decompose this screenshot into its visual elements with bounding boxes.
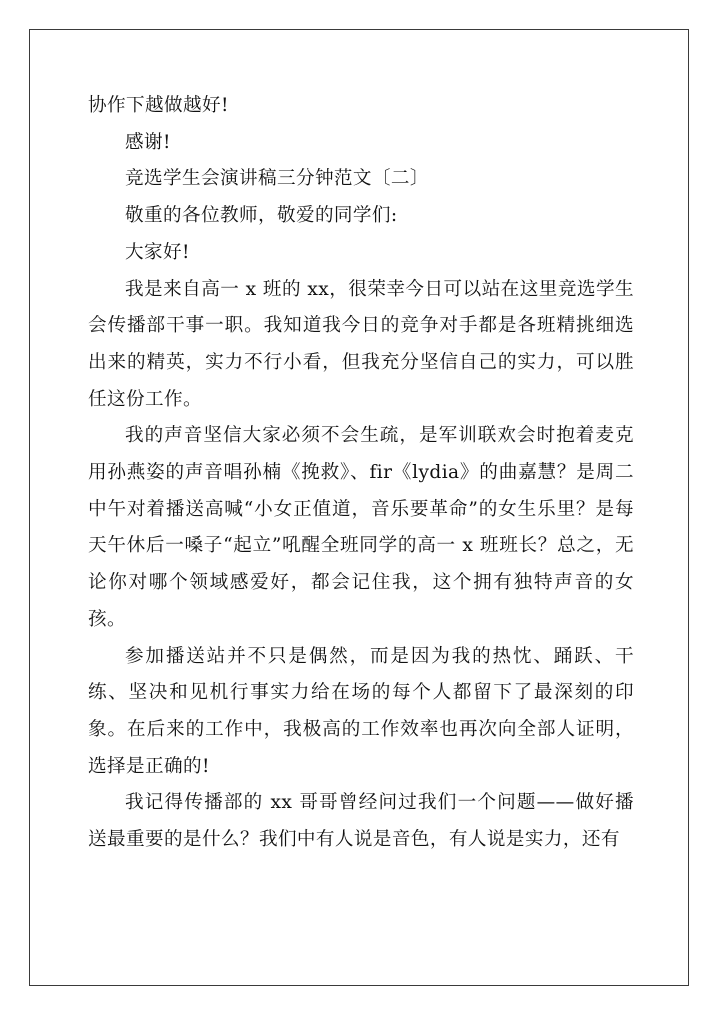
- greeting: 大家好!: [125, 241, 190, 263]
- paragraph-question: 我记得传播部的 xx 哥哥曾经问过我们一个问题——做好播送最重要的是什么？我们中有人说是音色，有人说是实力，还有: [88, 792, 634, 851]
- paragraph-thanks: 感谢!: [125, 131, 171, 153]
- paragraph-intro: 我是来自高一 x 班的 xx，很荣幸今日可以站在这里竞选学生会传播部干事一职。我知道我今日的竞争对手都是各班精挑细选出来的精英，实力不行小看，但我充分坚信自己的实力，可以胜任这份工作。: [88, 278, 634, 410]
- section-title: 竞选学生会演讲稿三分钟范文〔二〕: [125, 168, 429, 190]
- salutation: 敬重的各位教师，敬爱的同学们:: [125, 205, 398, 227]
- document-body: [88, 88, 634, 859]
- paragraph-broadcast-station: 参加播送站并不只是偶然，而是因为我的热忱、踊跃、干练、坚决和见机行事实力给在场的每个人都留下了最深刻的印象。在后来的工作中，我极高的工作效率也再次向全部人证明，选择是正确的!: [88, 645, 634, 777]
- paragraph-voice: 我的声音坚信大家必须不会生疏，是军训联欢会时抱着麦克用孙燕姿的声音唱孙楠《挽救》、fir《lydia》的曲嘉慧？是周二中午对着播送高喊“小女正值道，音乐要革命”的女生乐里？是每天午休后一嗓子“起立”吼醒全班同学的高一 x 班班长？总之，无论你对哪个领域感爱好，都会记住我，这个拥有独特声音的女孩。: [88, 425, 634, 630]
- paragraph-continuation: 协作下越做越好!: [88, 95, 229, 116]
